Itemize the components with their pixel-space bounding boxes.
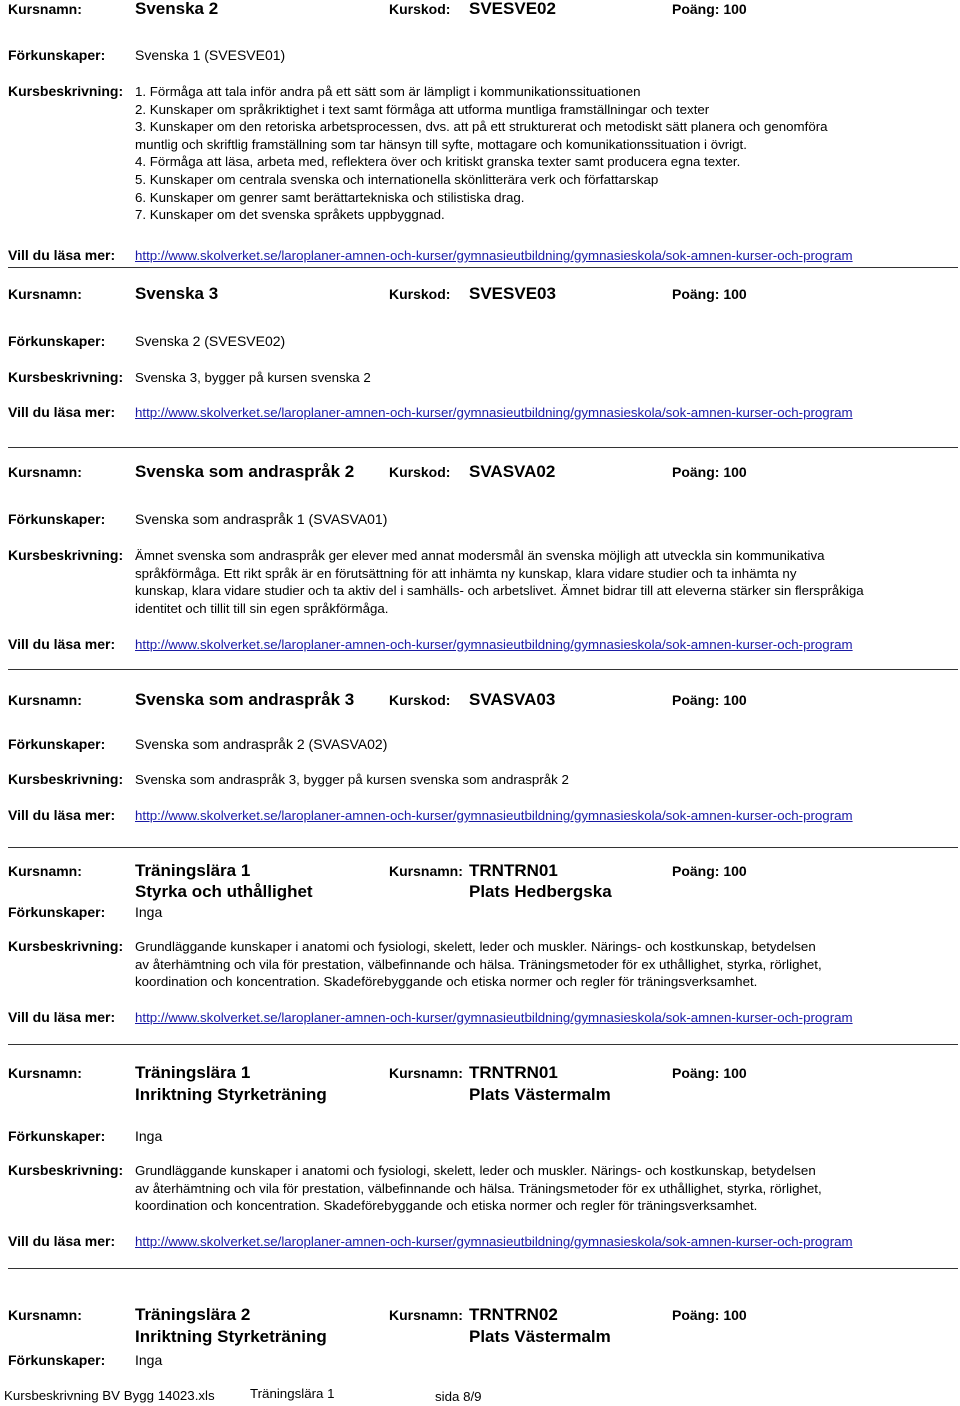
course-location: Plats Västermalm [469,1085,611,1104]
course-code-label: Kursnamn: [389,863,463,879]
course-points: Poäng: 100 [672,1065,747,1081]
course-name-label: Kursnamn: [8,1065,82,1081]
prereq-label: Förkunskaper: [8,333,106,349]
section-divider [8,267,958,268]
course-points: Poäng: 100 [672,464,747,480]
read-more-label: Vill du läsa mer: [8,636,116,652]
read-more-link[interactable]: http://www.skolverket.se/laroplaner-amnen-och-kurser/gymnasieutbildning/gymnasieskola/sok-amnen-kurser-och-program [135,405,853,420]
prereq-value: Svenska 2 (SVESVE02) [135,333,286,349]
course-points: Poäng: 100 [672,863,747,879]
course-points: Poäng: 100 [672,1307,747,1323]
course-location: Plats Hedbergska [469,882,612,901]
course-code-label: Kursnamn: [389,1065,463,1081]
prereq-label: Förkunskaper: [8,904,106,920]
course-name-label: Kursnamn: [8,464,82,480]
read-more-link[interactable]: http://www.skolverket.se/laroplaner-amnen-och-kurser/gymnasieutbildning/gymnasieskola/sok-amnen-kurser-och-program [135,248,853,263]
read-more-link[interactable]: http://www.skolverket.se/laroplaner-amnen-och-kurser/gymnasieutbildning/gymnasieskola/sok-amnen-kurser-och-program [135,1234,853,1249]
course-name-label: Kursnamn: [8,692,82,708]
course-name: Svenska som andraspråk 3 [135,690,355,709]
course-points: Poäng: 100 [672,286,747,302]
course-description: Grundläggande kunskaper i anatomi och fysiologi, skelett, leder och muskler. Närings- och kostkunskap, betydelsen av återhämtning och vila för prestation, välbefinnande och hälsa. Träningsmetoder för ex uthållighet, styrka, rörlighet, koordination och koncentration. Skadeförebyggande och etiska normer och regler för träningsverksamhet. [135,1163,822,1214]
course-code: TRNTRN02 [469,1305,558,1324]
description-label: Kursbeskrivning: [8,1162,124,1178]
course-code-label: Kurskod: [389,286,451,302]
description-label: Kursbeskrivning: [8,547,124,563]
course-name: Träningslära 2 [135,1305,251,1324]
read-more-link[interactable]: http://www.skolverket.se/laroplaner-amnen-och-kurser/gymnasieutbildning/gymnasieskola/sok-amnen-kurser-och-program [135,637,853,652]
read-more-link[interactable]: http://www.skolverket.se/laroplaner-amnen-och-kurser/gymnasieutbildning/gymnasieskola/sok-amnen-kurser-och-program [135,808,853,823]
section-divider [8,847,958,848]
course-code: SVESVE02 [469,0,556,18]
course-code: SVASVA03 [469,690,556,709]
prereq-label: Förkunskaper: [8,1128,106,1144]
course-name-label: Kursnamn: [8,286,82,302]
course-points: Poäng: 100 [672,692,747,708]
description-label: Kursbeskrivning: [8,369,124,385]
course-description: Svenska som andraspråk 3, bygger på kursen svenska som andraspråk 2 [135,772,569,787]
course-subtitle: Styrka och uthållighet [135,882,313,901]
prereq-value: Svenska som andraspråk 2 (SVASVA02) [135,736,388,752]
course-code-label: Kurskod: [389,692,451,708]
course-code: SVASVA02 [469,462,556,481]
description-label: Kursbeskrivning: [8,938,124,954]
prereq-value: Inga [135,1352,163,1368]
course-code: TRNTRN01 [469,1063,558,1082]
course-name-label: Kursnamn: [8,1307,82,1323]
course-subtitle: Inriktning Styrketräning [135,1085,327,1104]
read-more-label: Vill du läsa mer: [8,807,116,823]
footer-overlap-text: Träningslära 1 [250,1386,335,1401]
section-divider [8,1044,958,1045]
read-more-label: Vill du läsa mer: [8,1009,116,1025]
prereq-value: Inga [135,1128,163,1144]
course-description: Ämnet svenska som andraspråk ger elever med annat modersmål än svenska möjligh att utveckla sin kommunikativa språkförmåga. Ett rikt språk är en förutsättning för att inhämta ny kunskap, klara vidare studier och ta inhämta ny kunskap, klara vidare studier och ta aktiv del i samhälls- och arbetslivet. Ämnet bidrar till att eleverna stärker sin flerspråkiga identitet och tillit till sin egen språkförmåga. [135,548,864,616]
prereq-label: Förkunskaper: [8,511,106,527]
course-code: TRNTRN01 [469,861,558,880]
course-name: Svenska 3 [135,284,219,303]
prereq-value: Svenska 1 (SVESVE01) [135,47,286,63]
course-location: Plats Västermalm [469,1327,611,1346]
course-description: Grundläggande kunskaper i anatomi och fysiologi, skelett, leder och muskler. Närings- och kostkunskap, betydelsen av återhämtning och vila för prestation, välbefinnande och hälsa. Träningsmetoder för ex uthållighet, styrka, rörlighet, koordination och koncentration. Skadeförebyggande och etiska normer och regler för träningsverksamhet. [135,939,822,990]
course-subtitle: Inriktning Styrketräning [135,1327,327,1346]
section-divider [8,447,958,448]
course-code-label: Kursnamn: [389,1307,463,1323]
read-more-label: Vill du läsa mer: [8,1233,116,1249]
prereq-label: Förkunskaper: [8,1352,106,1368]
description-label: Kursbeskrivning: [8,771,124,787]
course-description: 1. Förmåga att tala inför andra på ett sätt som är lämpligt i kommunikationssituationen 2. Kunskaper om språkriktighet i text samt förmåga att utforma muntliga framställningar och texter 3. Kunskaper om den retoriska arbetsprocessen, dvs. att på ett strukturerat och metodiskt sätt planera och genomföra muntlig och skriftlig framställning som tar hänsyn till syfte, mottagare och komunikationssituation i övrigt. 4. Förmåga att läsa, arbeta med, reflektera över och kritiskt granska texter samt producera egna texter. 5. Kunskaper om centrala svenska och internationella skönlitterära verk och författarskap 6. Kunskaper om genrer samt berättartekniska och stilistiska drag. 7. Kunskaper om det svenska språkets uppbyggnad. [135,84,828,223]
course-name: Svenska som andraspråk 2 [135,462,355,481]
read-more-label: Vill du läsa mer: [8,247,116,263]
read-more-link[interactable]: http://www.skolverket.se/laroplaner-amnen-och-kurser/gymnasieutbildning/gymnasieskola/sok-amnen-kurser-och-program [135,1010,853,1025]
section-divider [8,1268,958,1269]
course-code: SVESVE03 [469,284,556,303]
read-more-label: Vill du läsa mer: [8,404,116,420]
course-points: Poäng: 100 [672,1,747,17]
course-description: Svenska 3, bygger på kursen svenska 2 [135,370,371,385]
prereq-label: Förkunskaper: [8,47,106,63]
description-label: Kursbeskrivning: [8,83,124,99]
course-name: Svenska 2 [135,0,219,18]
course-code-label: Kurskod: [389,464,451,480]
section-divider [8,669,958,670]
footer-page-number: sida 8/9 [435,1389,482,1404]
prereq-value: Svenska som andraspråk 1 (SVASVA01) [135,511,388,527]
prereq-label: Förkunskaper: [8,736,106,752]
footer-filename: Kursbeskrivning BV Bygg 14023.xls [4,1388,215,1403]
course-name: Träningslära 1 [135,861,251,880]
prereq-value: Inga [135,904,163,920]
course-name-label: Kursnamn: [8,1,82,17]
course-code-label: Kurskod: [389,1,451,17]
course-name-label: Kursnamn: [8,863,82,879]
course-name: Träningslära 1 [135,1063,251,1082]
